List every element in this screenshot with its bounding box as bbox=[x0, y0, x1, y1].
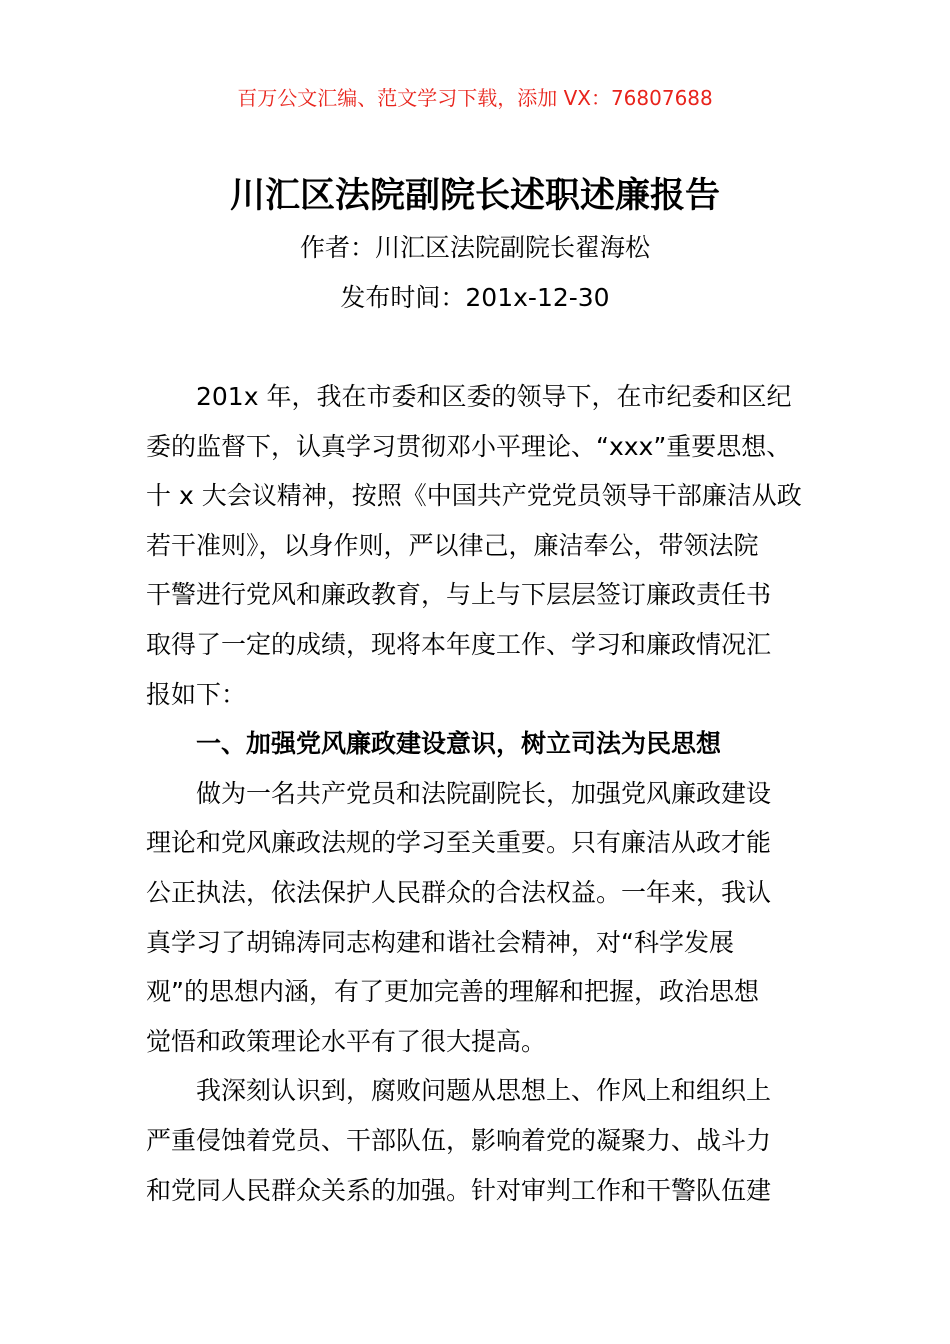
header-promo-note: 百万公文汇编、范文学习下载，添加 VX：76807688 bbox=[237, 86, 713, 110]
publish-date-line: 发布时间：201x-12-30 bbox=[340, 283, 610, 312]
body-line: 严重侵蚀着党员、干部队伍，影响着党的凝聚力、战斗力 bbox=[146, 1125, 772, 1155]
body-line: 理论和党风廉政法规的学习至关重要。只有廉洁从政才能 bbox=[146, 828, 772, 858]
body-line: 观”的思想内涵，有了更加完善的理解和把握，政治思想 bbox=[146, 977, 759, 1007]
document-body bbox=[146, 372, 810, 1215]
section-heading: 一、加强党风廉政建设意识，树立司法为民思想 bbox=[196, 729, 722, 759]
author-line: 作者：川汇区法院副院长翟海松 bbox=[299, 233, 650, 262]
body-line: 委的监督下，认真学习贯彻邓小平理论、“xxx”重要思想、 bbox=[146, 431, 792, 461]
body-line: 我深刻认识到，腐败问题从思想上、作风上和组织上 bbox=[196, 1076, 772, 1106]
body-line: 真学习了胡锦涛同志构建和谐社会精神，对“科学发展 bbox=[146, 927, 734, 957]
body-line: 若干准则》，以身作则，严以律己，廉洁奉公，带领法院 bbox=[146, 530, 759, 560]
body-line: 和党同人民群众关系的加强。针对审判工作和干警队伍建 bbox=[146, 1175, 772, 1205]
body-line: 取得了一定的成绩，现将本年度工作、学习和廉政情况汇 bbox=[146, 629, 772, 659]
body-line: 公正执法，依法保护人民群众的合法权益。一年来，我认 bbox=[146, 877, 772, 907]
body-line: 201x 年，我在市委和区委的领导下，在市纪委和区纪 bbox=[196, 382, 792, 411]
body-line: 觉悟和政策理论水平有了很大提高。 bbox=[146, 1026, 547, 1056]
body-line: 做为一名共产党员和法院副院长，加强党风廉政建设 bbox=[196, 778, 772, 808]
document-title: 川汇区法院副院长述职述廉报告 bbox=[229, 176, 720, 216]
body-line: 干警进行党风和廉政教育，与上与下层层签订廉政责任书 bbox=[146, 580, 772, 610]
body-line: 十 x 大会议精神，按照《中国共产党党员领导干部廉洁从政 bbox=[146, 481, 802, 511]
body-line: 报如下： bbox=[146, 679, 247, 709]
